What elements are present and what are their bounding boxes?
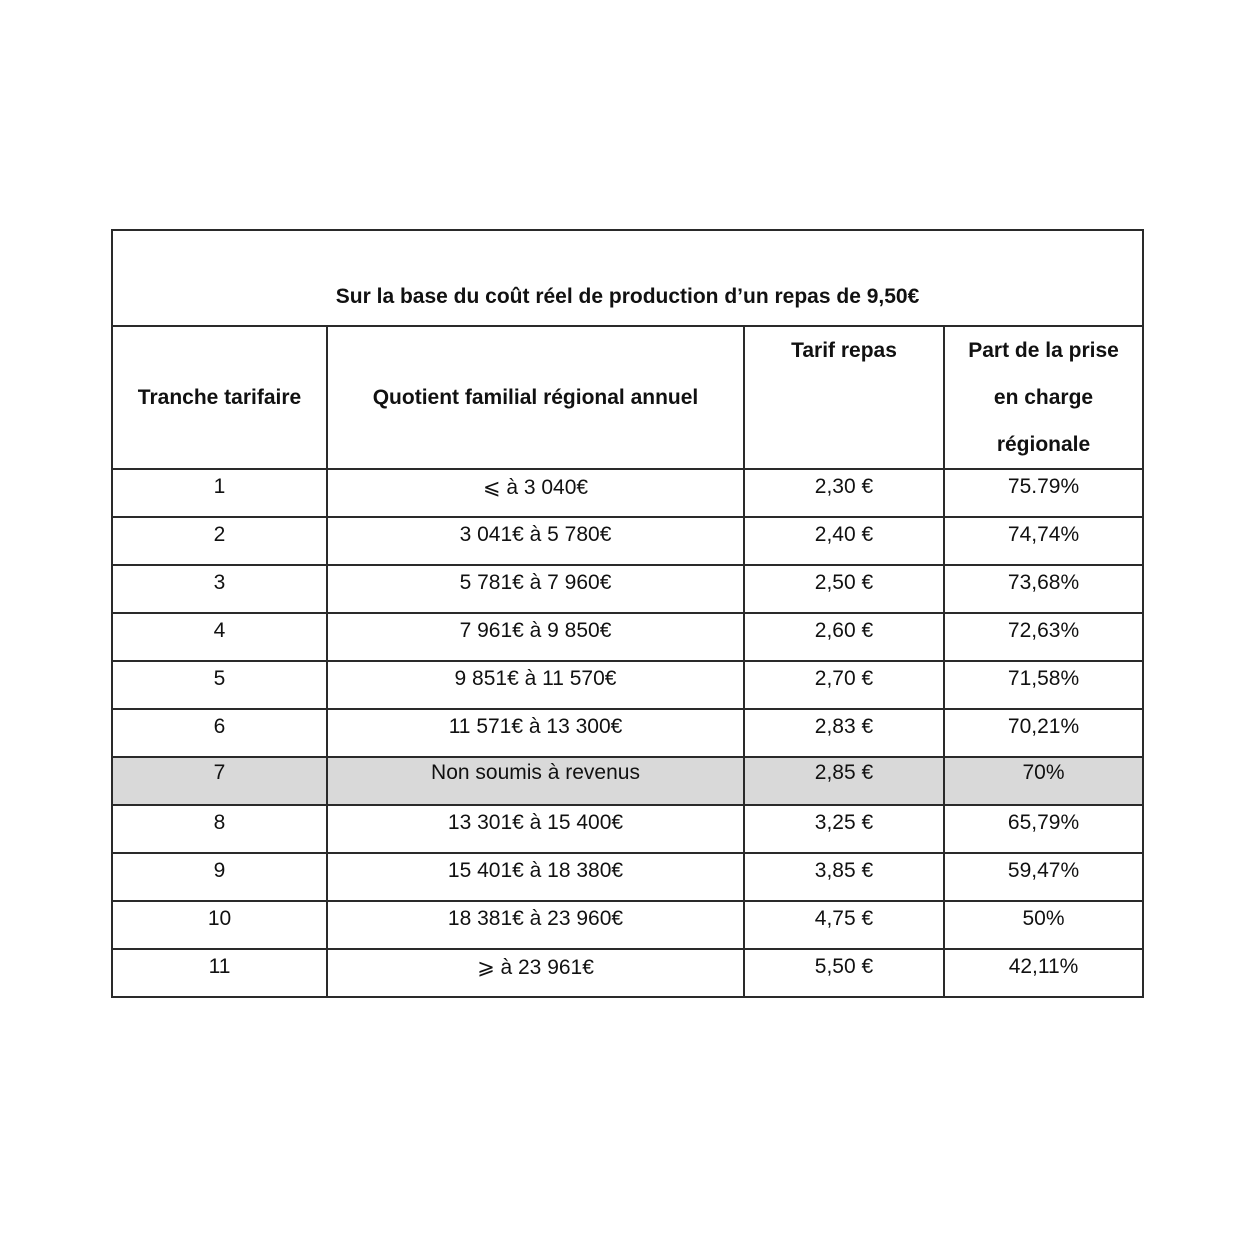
cell-tarif: 5,50 €: [744, 949, 944, 997]
table-row: [112, 757, 1143, 805]
cell-part: 59,47%: [944, 853, 1143, 901]
table-row: [112, 565, 1143, 613]
cell-quotient: 18 381€ à 23 960€: [327, 901, 744, 949]
cell-tranche: 9: [112, 853, 327, 901]
cell-part: 42,11%: [944, 949, 1143, 997]
cell-tranche: 7: [112, 757, 327, 805]
cell-tranche: 10: [112, 901, 327, 949]
cell-tranche: 4: [112, 613, 327, 661]
title-row: [112, 230, 1143, 326]
cell-tarif: 2,85 €: [744, 757, 944, 805]
cell-quotient: 5 781€ à 7 960€: [327, 565, 744, 613]
cell-quotient: Non soumis à revenus: [327, 757, 744, 805]
cell-tarif: 2,60 €: [744, 613, 944, 661]
cell-part: 65,79%: [944, 805, 1143, 853]
table-row: [112, 613, 1143, 661]
table-row: [112, 901, 1143, 949]
table-row: [112, 709, 1143, 757]
cell-quotient: 15 401€ à 18 380€: [327, 853, 744, 901]
cell-tarif: 2,30 €: [744, 469, 944, 517]
cell-tarif: 2,40 €: [744, 517, 944, 565]
cell-tranche: 2: [112, 517, 327, 565]
cell-part: 73,68%: [944, 565, 1143, 613]
header-tranche: Tranche tarifaire: [112, 326, 327, 469]
cell-quotient: 7 961€ à 9 850€: [327, 613, 744, 661]
cell-part: 74,74%: [944, 517, 1143, 565]
cell-quotient: 13 301€ à 15 400€: [327, 805, 744, 853]
cell-tarif: 2,70 €: [744, 661, 944, 709]
header-tarif: Tarif repas: [744, 326, 944, 469]
cell-quotient: 9 851€ à 11 570€: [327, 661, 744, 709]
cell-tarif: 3,25 €: [744, 805, 944, 853]
cell-tarif: 2,83 €: [744, 709, 944, 757]
cell-tarif: 3,85 €: [744, 853, 944, 901]
cell-tranche: 3: [112, 565, 327, 613]
cell-quotient: ⩽ à 3 040€: [327, 469, 744, 517]
header-part: Part de la prise en charge régionale: [944, 326, 1143, 469]
tarif-table: [111, 229, 1144, 998]
cell-tranche: 8: [112, 805, 327, 853]
cell-part: 72,63%: [944, 613, 1143, 661]
header-quotient: Quotient familial régional annuel: [327, 326, 744, 469]
cell-tarif: 4,75 €: [744, 901, 944, 949]
cell-part: 75.79%: [944, 469, 1143, 517]
cell-tarif: 2,50 €: [744, 565, 944, 613]
cell-part: 70%: [944, 757, 1143, 805]
cell-tranche: 5: [112, 661, 327, 709]
cell-part: 71,58%: [944, 661, 1143, 709]
cell-tranche: 6: [112, 709, 327, 757]
table-row: [112, 853, 1143, 901]
table-row: [112, 805, 1143, 853]
table-row: [112, 949, 1143, 997]
cell-quotient: 3 041€ à 5 780€: [327, 517, 744, 565]
table-title-text: Sur la base du coût réel de production d’un repas de 9,50€: [335, 285, 920, 308]
table-row: [112, 517, 1143, 565]
cell-quotient: 11 571€ à 13 300€: [327, 709, 744, 757]
cell-part: 70,21%: [944, 709, 1143, 757]
cell-tranche: 1: [112, 469, 327, 517]
table-title: [112, 230, 1143, 326]
cell-tranche: 11: [112, 949, 327, 997]
header-row: [112, 326, 1143, 469]
cell-quotient: ⩾ à 23 961€: [327, 949, 744, 997]
table-row: [112, 469, 1143, 517]
table-row: [112, 661, 1143, 709]
cell-part: 50%: [944, 901, 1143, 949]
